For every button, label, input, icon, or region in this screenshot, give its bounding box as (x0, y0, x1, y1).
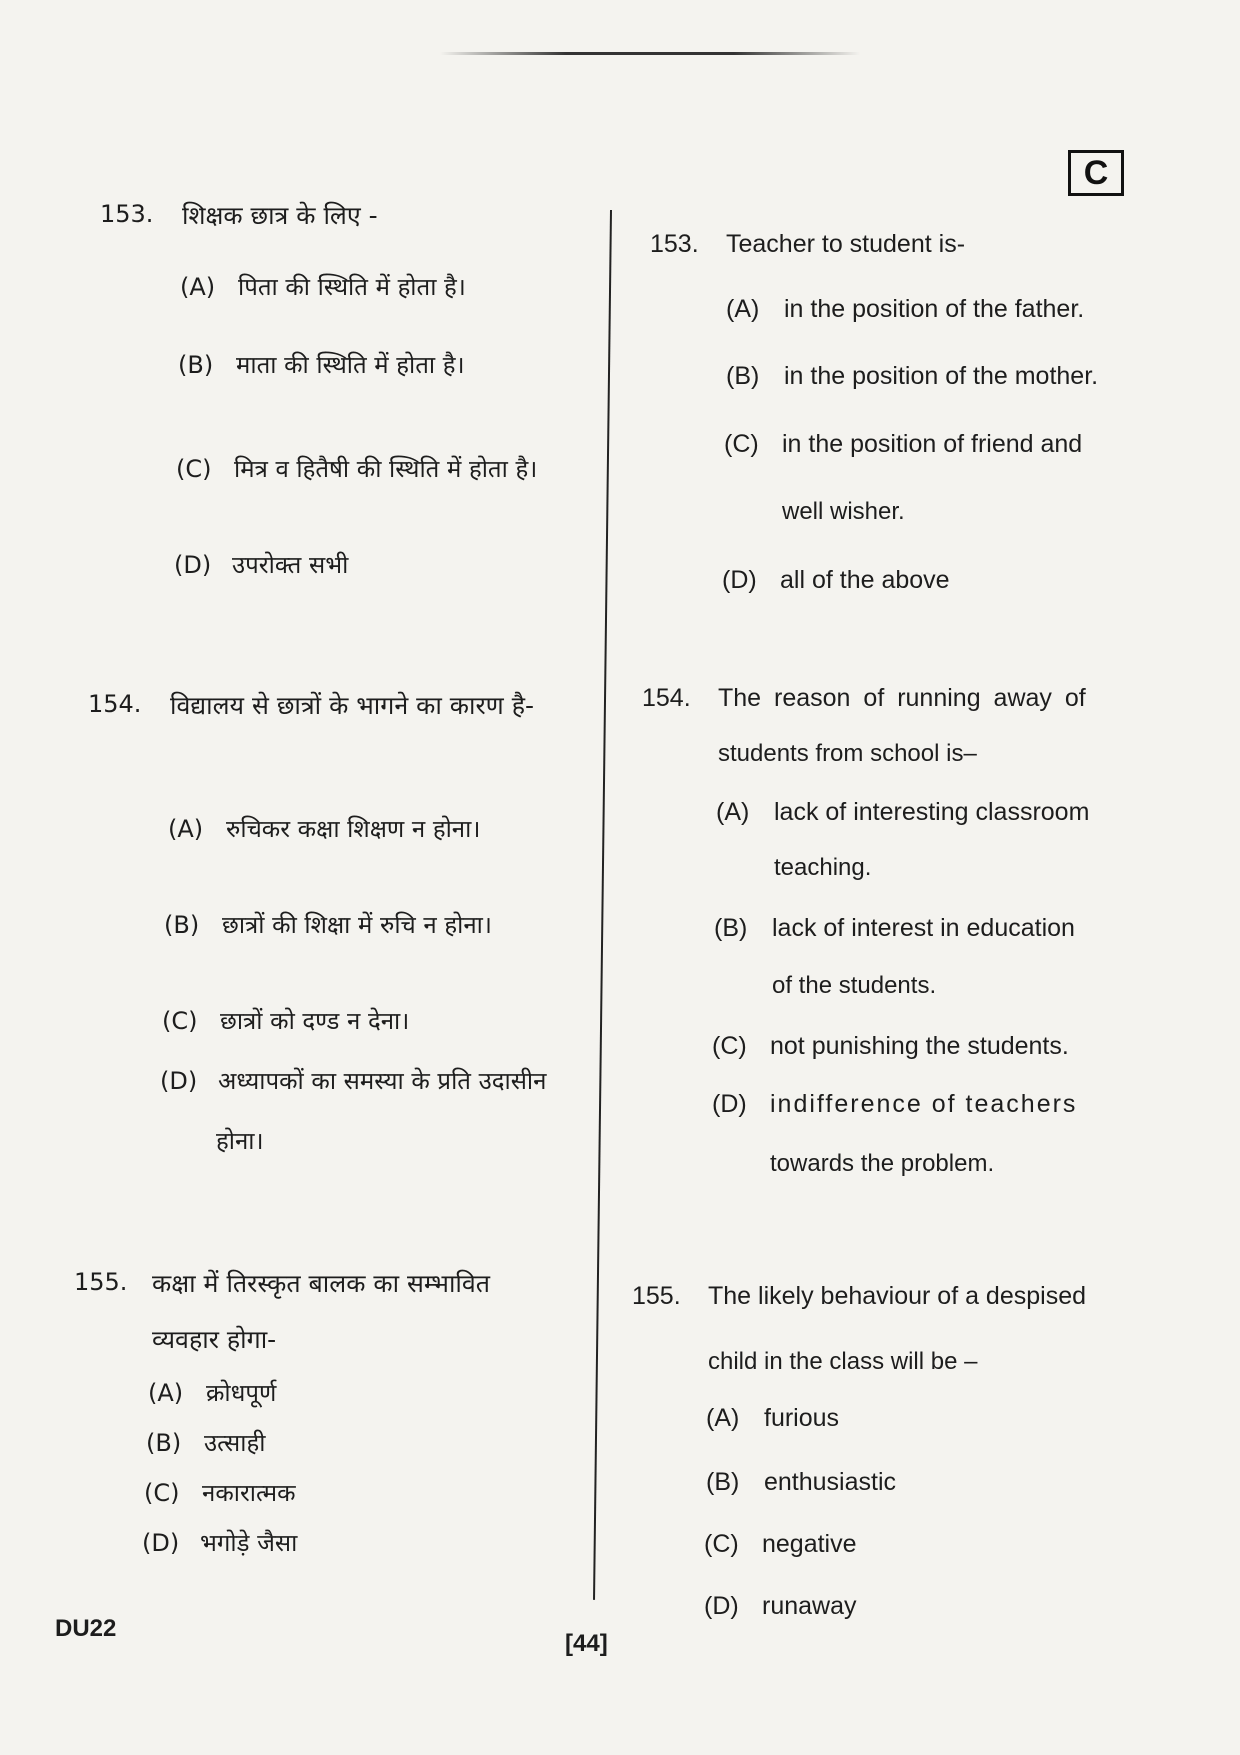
column-divider (593, 210, 612, 1600)
english-q154-option-b[interactable] (714, 914, 1075, 943)
option-label: (D) (722, 566, 757, 594)
option-text: नकारात्मक (202, 1479, 296, 1507)
option-label: (C) (712, 1032, 747, 1060)
option-label: (B) (714, 914, 748, 942)
option-label: (A) (148, 1379, 184, 1407)
option-text: all of the above (780, 566, 950, 594)
english-q153-option-c-cont: well wisher. (782, 498, 905, 525)
option-label: (D) (712, 1090, 747, 1118)
option-label: (A) (726, 295, 760, 323)
hindi-question-154 (88, 690, 534, 720)
hindi-q153-option-c[interactable] (176, 452, 537, 485)
hindi-q154-option-b[interactable] (164, 908, 492, 941)
option-label: (A) (706, 1404, 740, 1432)
option-label: (C) (162, 1007, 198, 1035)
set-code-box: C (1068, 150, 1124, 196)
english-question-155 (632, 1282, 1087, 1311)
hindi-q154-option-d[interactable] (160, 1064, 546, 1097)
option-text: अध्यापकों का समस्या के प्रति उदासीन (218, 1067, 547, 1095)
option-label: (D) (704, 1592, 739, 1620)
hindi-q153-option-a[interactable] (180, 270, 466, 303)
hindi-q155-option-c[interactable] (144, 1476, 296, 1509)
english-q155-option-c[interactable] (704, 1530, 857, 1559)
option-label: (B) (726, 362, 760, 390)
hindi-q153-option-b[interactable] (178, 348, 465, 381)
option-text: in the position of friend and (782, 430, 1083, 458)
option-text: runaway (762, 1592, 857, 1620)
option-text: lack of interest in education (772, 914, 1075, 942)
hindi-q154-option-c[interactable] (162, 1004, 409, 1037)
option-text: उत्साही (204, 1429, 266, 1457)
option-text: मित्र व हितैषी की स्थिति में होता है। (234, 455, 538, 483)
question-text: विद्यालय से छात्रों के भागने का कारण है- (170, 691, 534, 720)
option-label: (A) (180, 273, 216, 301)
question-number: 155. (632, 1282, 681, 1310)
option-label: (D) (160, 1067, 198, 1095)
page-number: [44] (565, 1630, 608, 1657)
option-label: (A) (168, 815, 204, 843)
option-text: furious (764, 1404, 840, 1432)
english-q153-option-b[interactable] (726, 362, 1098, 391)
option-label: (B) (706, 1468, 740, 1496)
option-label: (C) (724, 430, 759, 458)
option-text: lack of interesting classroom (774, 798, 1090, 826)
english-q154-option-a-cont: teaching. (774, 854, 872, 881)
option-label: (D) (142, 1529, 180, 1557)
paper-code: DU22 (55, 1615, 117, 1642)
english-q153-option-d[interactable] (722, 566, 950, 595)
hindi-q155-option-a[interactable] (148, 1376, 276, 1409)
english-question-153 (650, 230, 966, 259)
option-label: (C) (704, 1530, 739, 1558)
question-text: शिक्षक छात्र के लिए - (182, 201, 378, 230)
option-text: in the position of the mother. (784, 362, 1099, 390)
option-text: छात्रों की शिक्षा में रुचि न होना। (222, 911, 492, 939)
hindi-q155-option-d[interactable] (142, 1526, 297, 1559)
option-label: (B) (146, 1429, 182, 1457)
question-text: Teacher to student is- (726, 230, 966, 258)
hindi-q154-option-d-cont: होना। (216, 1127, 264, 1155)
english-q153-option-c[interactable] (724, 430, 1082, 459)
option-text: भगोड़े जैसा (200, 1529, 298, 1557)
question-number: 153. (100, 200, 154, 228)
top-scan-rule (440, 52, 860, 55)
option-text: रुचिकर कक्षा शिक्षण न होना। (226, 815, 481, 843)
hindi-q155-option-b[interactable] (146, 1426, 265, 1459)
english-q155-option-b[interactable] (706, 1468, 896, 1497)
english-q153-option-a[interactable] (726, 295, 1084, 324)
option-text: क्रोधपूर्ण (206, 1379, 277, 1407)
question-number: 153. (650, 230, 699, 258)
question-text: कक्षा में तिरस्कृत बालक का सम्भावित (152, 1269, 491, 1298)
question-text: The likely behaviour of a despised (708, 1282, 1087, 1310)
option-label: (C) (176, 455, 212, 483)
option-label: (B) (164, 911, 200, 939)
english-q154-text-cont: students from school is– (718, 740, 977, 767)
option-text: उपरोक्त सभी (232, 551, 349, 579)
hindi-q154-option-a[interactable] (168, 812, 480, 845)
option-label: (C) (144, 1479, 180, 1507)
option-text: not punishing the students. (770, 1032, 1069, 1060)
english-q155-text-cont: child in the class will be – (708, 1348, 978, 1375)
question-number: 154. (88, 690, 142, 718)
hindi-q155-text-cont: व्यवहार होगा- (152, 1325, 277, 1354)
option-text: enthusiastic (764, 1468, 897, 1496)
option-text: पिता की स्थिति में होता है। (238, 273, 466, 301)
english-q154-option-a[interactable] (716, 798, 1089, 827)
english-q154-option-d-cont: towards the problem. (770, 1150, 995, 1177)
question-number: 155. (74, 1268, 128, 1296)
english-q155-option-d[interactable] (704, 1592, 857, 1621)
english-q154-option-c[interactable] (712, 1032, 1069, 1061)
option-text: indifference of teachers (770, 1090, 1078, 1118)
option-label: (B) (178, 351, 214, 379)
option-text: negative (762, 1530, 857, 1558)
option-label: (D) (174, 551, 212, 579)
option-label: (A) (716, 798, 750, 826)
option-text: छात्रों को दण्ड न देना। (220, 1007, 410, 1035)
question-number: 154. (642, 684, 691, 712)
hindi-q153-option-d[interactable] (174, 548, 348, 581)
hindi-question-155 (74, 1268, 491, 1298)
question-text: The reason of running away of (718, 684, 1086, 712)
english-q155-option-a[interactable] (706, 1404, 839, 1433)
english-q154-option-d[interactable] (712, 1090, 1077, 1119)
option-text: माता की स्थिति में होता है। (236, 351, 465, 379)
option-text: in the position of the father. (784, 295, 1085, 323)
english-q154-option-b-cont: of the students. (772, 972, 937, 999)
english-question-154 (642, 684, 1086, 713)
